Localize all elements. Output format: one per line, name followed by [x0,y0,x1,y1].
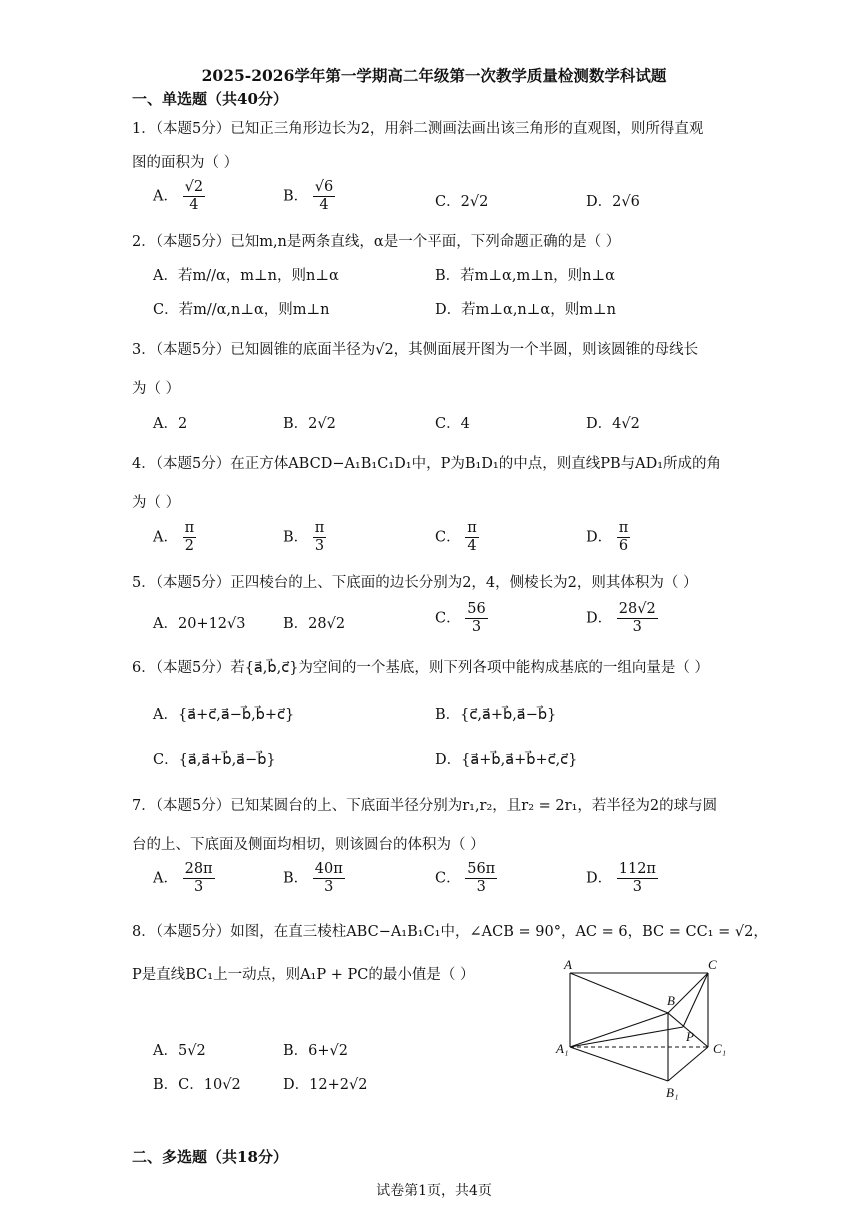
question-7-line-2: 台的上、下底面及侧面均相切，则该圆台的体积为（ ） [132,837,485,853]
question-5-line-1: 5．（本题5分）正四棱台的上、下底面的边长分别为2，4，侧棱长为2，则其体积为（ ） [132,575,698,591]
question-4-line-2: 为（ ） [132,495,181,511]
option-label: D． [283,1077,310,1093]
question-5-option-c [435,602,488,635]
option-text: 2 [177,416,188,432]
option-label: A． [153,529,178,546]
label-p: P [686,1029,694,1044]
question-8-line-1: 8．（本题5分）如图，在直三棱柱ABC−A₁B₁C₁中，∠ACB = 90°，AC = 6，BC = CC₁ = √2， [132,924,768,940]
question-1-option-d [586,190,640,211]
option-label: D． [586,870,613,887]
question-3-option-a [153,412,187,433]
label-c1: C₁ [713,1041,727,1056]
segment-a1p [570,1027,683,1047]
option-label: D． [586,194,613,210]
question-6-line-1: 6．（本题5分）若{a⃗,b⃗,c⃗}为空间的一个基底，则下列各项中能构成基底的一组向量是（ ） [132,660,710,676]
label-b1: B₁ [666,1085,679,1100]
question-7-option-a [153,862,215,895]
option-label: B． [283,870,309,887]
question-2-option-c [153,298,330,319]
question-5-option-b [283,612,345,633]
option-label: B． [283,1043,309,1059]
question-5-option-d [586,602,658,635]
option-label: D． [586,416,613,432]
question-4-option-b [283,521,326,554]
option-label: B． [283,188,309,205]
edge-a1b [570,1013,668,1047]
fraction-numerator: 56 [465,602,487,619]
question-2-option-a [153,264,339,285]
question-7-option-c [435,862,497,895]
option-label: A． [153,416,178,432]
question-8-line-2: P是直线BC₁上一动点，则A₁P + PC的最小值是（ ） [132,967,475,983]
fraction-numerator: π [313,521,327,538]
option-fraction [617,602,658,635]
option-text: 4√2 [612,416,640,432]
option-text: 若m⊥α,m⊥n，则n⊥α [460,268,615,284]
option-fraction [617,862,658,895]
fraction-numerator: 28√2 [617,602,658,619]
option-text: 28√2 [308,616,346,632]
option-label: B． [283,616,309,632]
option-label: A． [153,707,178,723]
option-label: B． [435,268,461,284]
edge-b1c1 [668,1047,708,1081]
option-fraction [183,521,197,554]
option-text: 2√2 [308,416,336,432]
option-label: A． [153,1043,178,1059]
fraction-denominator: 3 [476,879,486,896]
question-7-option-d [586,862,658,895]
fraction-denominator: 4 [467,538,477,555]
option-fraction [313,862,345,895]
option-text: 5√2 [177,1043,206,1059]
option-label: C． [435,870,461,887]
question-8-option-d [283,1073,367,1094]
question-8-option-c [153,1073,241,1094]
option-label: B． [435,707,461,723]
question-8-option-a [153,1039,206,1060]
option-fraction [617,521,631,554]
option-text: {a⃗+b⃗,a⃗+b⃗+c⃗,c⃗} [461,752,578,768]
option-label: B． [283,529,309,546]
option-text: 若m⊥α,n⊥α，则m⊥n [461,302,616,318]
fraction-denominator: 3 [471,619,482,636]
option-text: 10√2 [203,1077,241,1093]
option-label: B．C． [153,1077,204,1093]
question-3-line-1: 3．（本题5分）已知圆锥的底面半径为√2，其侧面展开图为一个半圆，则该圆锥的母线长 [132,342,699,358]
option-label: A． [153,188,178,205]
question-2-option-b [435,264,615,285]
question-6-option-b [435,703,556,724]
page-title: 2025-2026学年第一学期高二年级第一次教学质量检测数学科试题 [201,66,667,85]
question-3-option-c [435,412,470,433]
option-text: 12+2√2 [309,1077,368,1093]
question-4-line-1: 4．（本题5分）在正方体ABCD−A₁B₁C₁D₁中，P为B₁D₁的中点，则直线PB与AD₁所成的角 [132,456,722,472]
option-label: C． [435,416,461,432]
fraction-denominator: 4 [189,197,199,214]
option-fraction [183,180,205,213]
option-text: 若m//α，m⊥n，则n⊥α [177,268,339,284]
edge-ab [570,973,668,1013]
question-3-option-b [283,412,336,433]
fraction-denominator: 3 [632,879,642,896]
edge-a1b1 [570,1047,668,1081]
section-heading-multiple-choice: 二、多选题（共18分） [132,1148,288,1166]
fraction-denominator: 4 [319,197,329,214]
question-1-option-b [283,180,335,213]
option-fraction [465,521,479,554]
option-label: C． [435,529,461,546]
question-4-option-a [153,521,196,554]
question-4-option-d [586,521,630,554]
option-label: A． [153,268,178,284]
question-1-line-1: 1．（本题5分）已知正三角形边长为2，用斜二测画法画出该三角形的直观图，则所得直观 [132,121,704,137]
option-text: 若m//α,n⊥α，则m⊥n [178,302,330,318]
fraction-denominator: 3 [193,879,204,896]
fraction-denominator: 3 [324,879,334,896]
page-footer: 试卷第1页，共4页 [376,1183,492,1199]
option-text: 2√2 [460,194,489,210]
option-label: C． [153,752,179,768]
option-label: C． [435,194,461,210]
option-text: {c⃗,a⃗+b⃗,a⃗−b⃗} [460,707,557,723]
fraction-denominator: 3 [314,538,325,555]
option-label: D． [435,752,462,768]
option-fraction [183,862,215,895]
option-text: 2√6 [612,194,640,210]
label-b: B [667,993,675,1008]
option-text: 4 [460,416,470,432]
option-label: A． [153,870,178,887]
label-c: C [708,957,717,972]
question-2-line-1: 2．（本题5分）已知m,n是两条直线，α是一个平面，下列命题正确的是（ ） [132,234,621,250]
option-fraction [465,602,487,635]
section-heading-single-choice: 一、单选题（共40分） [132,90,288,108]
option-fraction [313,521,327,554]
label-a1: A₁ [556,1041,569,1056]
fraction-numerator: π [617,521,631,538]
option-label: C． [153,302,179,318]
question-6-option-c [153,748,276,769]
fraction-numerator: 56π [465,862,497,879]
question-7-line-1: 7．（本题5分）已知某圆台的上、下底面半径分别为r₁,r₂，且r₂ = 2r₁，若半径为2的球与圆 [132,798,718,814]
option-label: D． [586,610,613,627]
option-text: {a⃗+c⃗,a⃗−b⃗,b⃗+c⃗} [177,707,295,723]
option-label: B． [283,416,309,432]
fraction-numerator: 112π [617,862,658,879]
fraction-numerator: π [183,521,197,538]
label-a: A [564,957,572,972]
question-1-option-a [153,180,205,213]
question-1-line-2: 图的面积为（ ） [132,155,239,171]
option-label: D． [435,302,462,318]
option-label: C． [435,610,461,627]
fraction-denominator: 6 [618,538,629,555]
fraction-numerator: π [465,521,479,538]
segment-pc [683,973,708,1027]
option-text: 6+√2 [308,1043,348,1059]
option-text: 20+12√3 [177,616,246,632]
question-7-option-b [283,862,345,895]
option-label: D． [586,529,613,546]
question-4-option-c [435,521,479,554]
question-3-option-d [586,412,640,433]
question-3-line-2: 为（ ） [132,381,181,397]
fraction-denominator: 3 [632,619,642,636]
option-fraction [313,180,335,213]
option-text: {a⃗,a⃗+b⃗,a⃗−b⃗} [178,752,276,768]
question-2-option-d [435,298,616,319]
fraction-denominator: 2 [184,538,194,555]
question-6-option-d [435,748,577,769]
question-5-option-a [153,612,246,633]
fraction-numerator: √6 [313,180,335,197]
fraction-numerator: √2 [183,180,205,197]
fraction-numerator: 40π [313,862,345,879]
option-label: A． [153,616,178,632]
question-1-option-c [435,190,488,211]
question-6-option-a [153,703,294,724]
prism-figure [550,955,750,1105]
option-fraction [465,862,497,895]
fraction-numerator: 28π [183,862,215,879]
question-8-option-b [283,1039,348,1060]
